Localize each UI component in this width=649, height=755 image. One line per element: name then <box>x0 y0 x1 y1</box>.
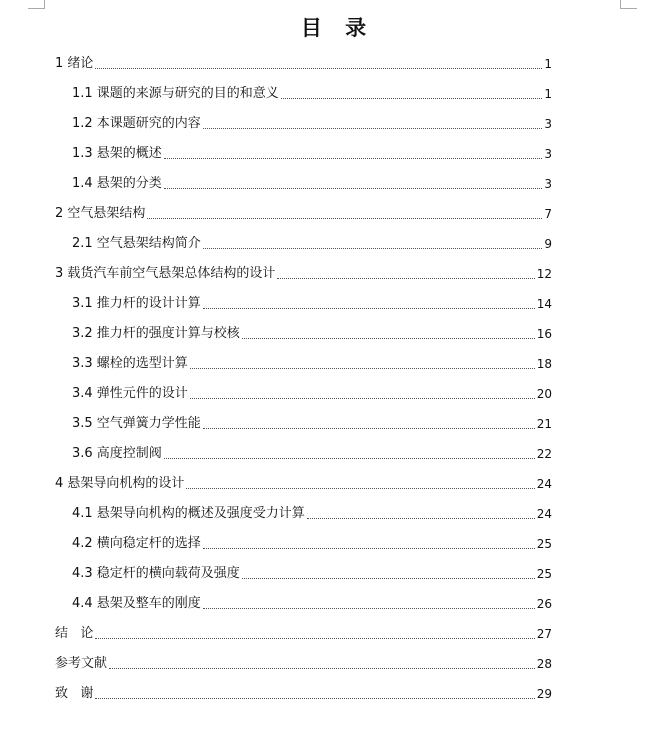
toc-entry-label: 结 论 <box>55 626 94 641</box>
toc-dot-leader <box>242 578 535 579</box>
toc-dot-leader <box>203 248 543 249</box>
toc-entry[interactable] <box>55 622 552 642</box>
toc-page-number: 25 <box>536 537 552 551</box>
toc-entry[interactable] <box>72 592 552 612</box>
toc-entry-label: 2 空气悬架结构 <box>55 206 146 221</box>
toc-dot-leader <box>190 368 535 369</box>
page-corner-mark-right <box>620 0 637 9</box>
toc-entry-label: 1.2 本课题研究的内容 <box>72 116 201 131</box>
toc-entry[interactable] <box>72 412 552 432</box>
toc-page-number: 3 <box>544 117 552 131</box>
toc-dot-leader <box>281 98 543 99</box>
toc-entry[interactable] <box>72 172 552 192</box>
toc-dot-leader <box>95 698 534 699</box>
toc-title: 目 录 <box>300 16 375 40</box>
toc-entry[interactable] <box>55 652 552 672</box>
toc-entry-label: 参考文献 <box>55 656 108 671</box>
toc-page-number: 3 <box>544 147 552 161</box>
toc-dot-leader <box>277 278 534 279</box>
toc-entry[interactable] <box>72 532 552 552</box>
toc-entry[interactable] <box>55 52 552 72</box>
toc-page-number: 18 <box>536 357 552 371</box>
toc-dot-leader <box>307 518 535 519</box>
toc-dot-leader <box>203 608 535 609</box>
toc-entry[interactable] <box>72 322 552 342</box>
toc-entry[interactable] <box>72 562 552 582</box>
toc-entry-label: 1.3 悬架的概述 <box>72 146 162 161</box>
toc-page-number: 24 <box>536 477 552 491</box>
toc-page-number: 7 <box>544 207 552 221</box>
toc-entry[interactable] <box>55 202 552 222</box>
toc-page-number: 1 <box>544 87 552 101</box>
toc-entry[interactable] <box>72 502 552 522</box>
toc-dot-leader <box>164 158 543 159</box>
toc-entry-label: 4.3 稳定杆的横向载荷及强度 <box>72 566 240 581</box>
toc-page-number: 12 <box>536 267 552 281</box>
toc-entry[interactable] <box>72 442 552 462</box>
toc-entry-label: 3.6 高度控制阀 <box>72 446 162 461</box>
toc-page-number: 25 <box>536 567 552 581</box>
toc-entry-label: 4.2 横向稳定杆的选择 <box>72 536 201 551</box>
toc-page-number: 20 <box>536 387 552 401</box>
toc-entry[interactable] <box>72 292 552 312</box>
toc-dot-leader <box>203 548 535 549</box>
toc-entry-label: 1 绪论 <box>55 56 94 71</box>
toc-dot-leader <box>95 68 542 69</box>
toc-page-number: 1 <box>544 57 552 71</box>
toc-dot-leader <box>109 668 535 669</box>
toc-dot-leader <box>164 458 535 459</box>
toc-page-number: 26 <box>536 597 552 611</box>
toc-dot-leader <box>190 398 535 399</box>
toc-entry-label: 3.3 螺栓的选型计算 <box>72 356 188 371</box>
toc-dot-leader <box>186 488 534 489</box>
toc-entry[interactable] <box>55 262 552 282</box>
toc-entry-label: 4.4 悬架及整车的刚度 <box>72 596 201 611</box>
toc-dot-leader <box>203 308 535 309</box>
toc-page-number: 22 <box>536 447 552 461</box>
toc-entry[interactable] <box>72 142 552 162</box>
toc-page-number: 21 <box>536 417 552 431</box>
toc-entry-label: 4.1 悬架导向机构的概述及强度受力计算 <box>72 506 305 521</box>
toc-dot-leader <box>164 188 543 189</box>
toc-entry[interactable] <box>55 472 552 492</box>
toc-page-number: 24 <box>536 507 552 521</box>
toc-entry-label: 3.5 空气弹簧力学性能 <box>72 416 201 431</box>
toc-dot-leader <box>203 128 543 129</box>
toc-entry-label: 2.1 空气悬架结构简介 <box>72 236 201 251</box>
toc-entry[interactable] <box>72 232 552 252</box>
toc-dot-leader <box>95 638 534 639</box>
toc-dot-leader <box>242 338 535 339</box>
toc-entry[interactable] <box>72 112 552 132</box>
toc-page-number: 9 <box>544 237 552 251</box>
toc-entry-label: 1.4 悬架的分类 <box>72 176 162 191</box>
toc-page-number: 14 <box>536 297 552 311</box>
toc-page-number: 16 <box>536 327 552 341</box>
toc-entry[interactable] <box>72 382 552 402</box>
toc-page-number: 3 <box>544 177 552 191</box>
toc-entry-label: 3 载货汽车前空气悬架总体结构的设计 <box>55 266 276 281</box>
toc-dot-leader <box>147 218 542 219</box>
toc-dot-leader <box>203 428 535 429</box>
toc-entry[interactable] <box>72 82 552 102</box>
toc-entry-label: 3.1 推力杆的设计计算 <box>72 296 201 311</box>
toc-page-number: 29 <box>536 687 552 701</box>
toc-entry[interactable] <box>72 352 552 372</box>
toc-entry[interactable] <box>55 682 552 702</box>
toc-page-number: 27 <box>536 627 552 641</box>
toc-entry-label: 1.1 课题的来源与研究的目的和意义 <box>72 86 279 101</box>
toc-entry-label: 3.4 弹性元件的设计 <box>72 386 188 401</box>
toc-entry-label: 3.2 推力杆的强度计算与校核 <box>72 326 240 341</box>
toc-page-number: 28 <box>536 657 552 671</box>
toc-entry-label: 4 悬架导向机构的设计 <box>55 476 185 491</box>
page-corner-mark-left <box>28 0 45 9</box>
toc-entry-label: 致 谢 <box>55 686 94 701</box>
